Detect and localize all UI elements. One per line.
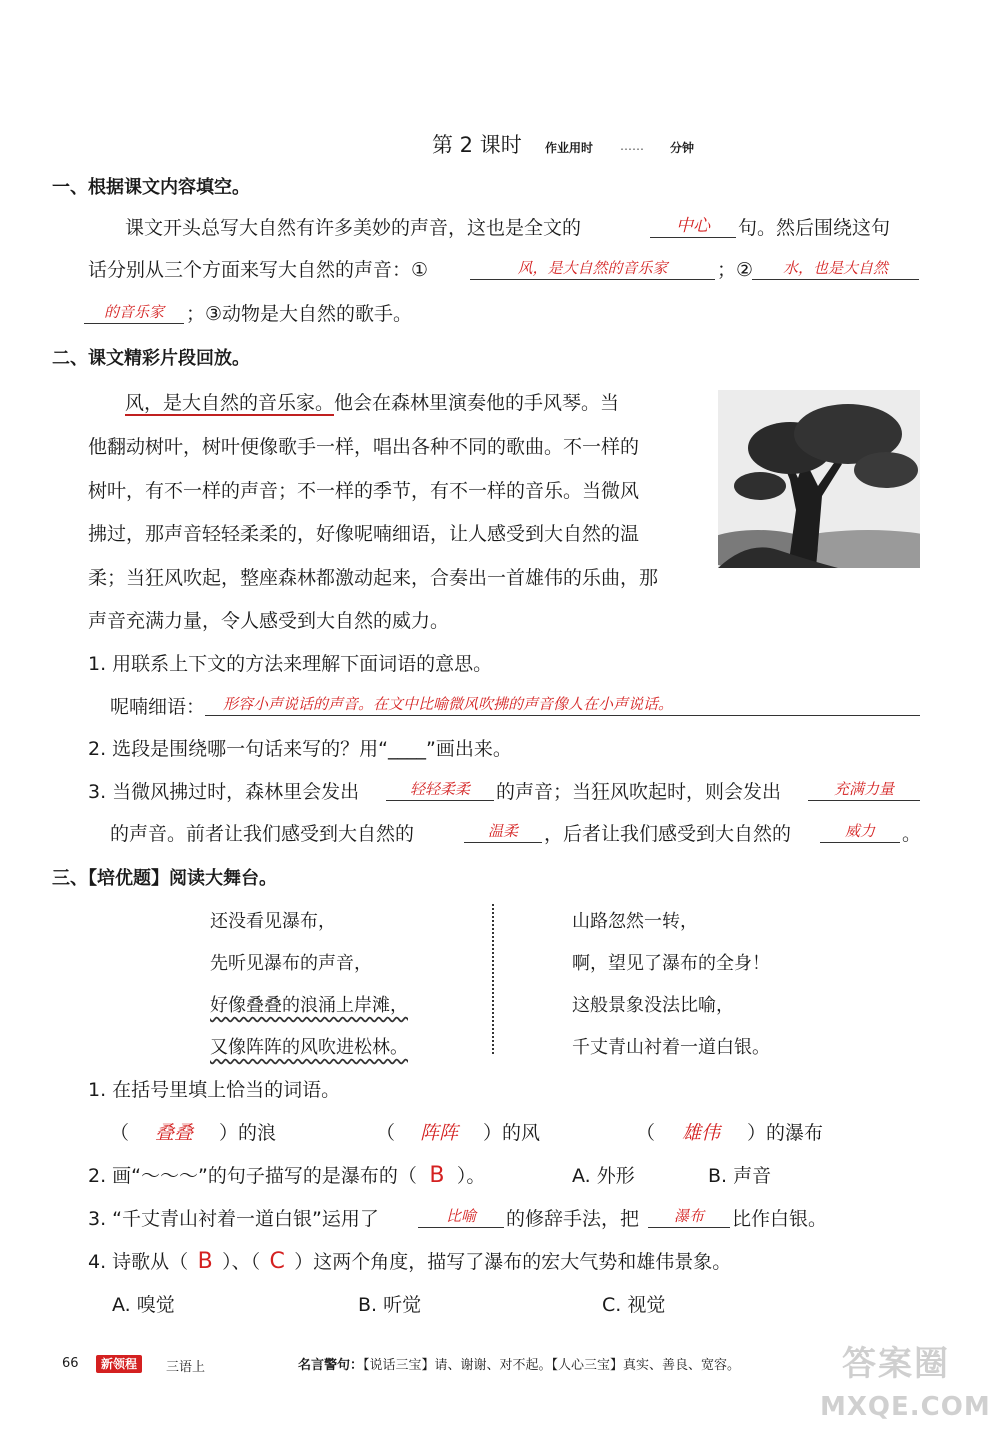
s3-question-4 <box>88 1250 731 1274</box>
s2-q3-line2-mid: ，后者让我们感受到大自然的 <box>544 823 792 845</box>
passage-line3: 树叶，有不一样的声音；不一样的季节，有不一样的音乐。当微风 <box>88 480 640 502</box>
tree-illustration <box>718 390 920 568</box>
lesson-title: 第 2 课时 <box>432 133 522 157</box>
s3-q2-text: 2. 画“ <box>88 1165 142 1187</box>
s2-q1-answer: 形容小声说话的声音。在文中比喻微风吹拂的声音像人在小声说话。 <box>205 693 920 716</box>
time-unit: 分钟 <box>670 141 695 155</box>
poem-divider <box>492 904 494 1054</box>
passage-first-sentence <box>125 391 619 415</box>
page-number: 66 <box>62 1356 79 1371</box>
s1-answer-1: 中心 <box>650 215 736 238</box>
advanced-tag: 【培优题】 <box>88 868 169 889</box>
s3-q4-option-c: C. 视觉 <box>602 1294 666 1316</box>
s1-line2-text: 话分别从三个方面来写大自然的声音：① <box>88 259 429 281</box>
passage-line1: 他会在森林里演奏他的手风琴。当 <box>334 392 620 414</box>
s3-q4-answer-2: C <box>269 1249 285 1274</box>
book-label: 三语上 <box>166 1360 206 1375</box>
s3-q4-tail: ）这两个角度，描写了瀑布的宏大气势和雄伟景象。 <box>294 1251 732 1273</box>
footer-quote <box>298 1354 740 1373</box>
s3-q4-option-a: A. 嗅觉 <box>112 1294 175 1316</box>
s3-q1-item-2 <box>376 1121 540 1145</box>
s2-q3-answer-1: 轻轻柔柔 <box>386 778 494 801</box>
paren-open: （ <box>376 1122 396 1144</box>
s1-answer-2: 风，是大自然的音乐家 <box>470 257 715 280</box>
s3-q4-option-b: B. 听觉 <box>358 1294 422 1316</box>
s3-q3-answer-2: 瀑布 <box>648 1205 730 1228</box>
s2-q2-mark: ____ <box>388 738 427 760</box>
watermark-url: MXQE.COM <box>820 1392 991 1422</box>
s1-line1-tail: 句。然后围绕这句 <box>738 217 891 239</box>
s1-line3-text: ；③动物是大自然的歌手。 <box>186 303 413 325</box>
passage-line5: 柔；当狂风吹起，整座森林都激动起来，合奏出一首雄伟的乐曲，那 <box>88 567 659 589</box>
s2-q1-label: 呢喃细语： <box>110 696 206 718</box>
s3-q4-text: 4. 诗歌从（ <box>88 1251 189 1273</box>
section-2-heading: 二、课文精彩片段回放。 <box>52 348 250 369</box>
s3-q4-answer-1: B <box>197 1249 213 1274</box>
paren-open: （ <box>636 1122 656 1144</box>
s3-question-3: 3. “千丈青山衬着一道白银”运用了 <box>88 1208 379 1230</box>
section-3-title: 阅读大舞台。 <box>169 868 277 889</box>
s2-q3-line2: 的声音。前者让我们感受到大自然的 <box>110 823 415 845</box>
s3-question-2 <box>88 1164 485 1188</box>
s3-q1-answer-3: 雄伟 <box>682 1122 721 1144</box>
s1-answer-3a: 水，也是大自然 <box>752 257 919 280</box>
poem-left-line-4: 又像阵阵的风吹进松林。 <box>210 1037 408 1058</box>
time-dots: …… <box>620 139 644 153</box>
s3-question-1: 1. 在括号里填上恰当的词语。 <box>88 1079 341 1101</box>
wavy-line-mark: ～～～ <box>141 1165 199 1187</box>
time-label: 作业用时 <box>545 141 594 155</box>
s2-q3-answer-3: 温柔 <box>464 820 542 843</box>
s3-q3-tail: 比作白银。 <box>732 1208 828 1230</box>
s2-question-2 <box>88 737 512 761</box>
s3-q4-sep: ）、（ <box>222 1251 261 1273</box>
s2-q3-answer-2: 充满力量 <box>808 778 920 801</box>
s2-q2-text: 2. 选段是围绕哪一句话来写的？用“ <box>88 738 389 760</box>
s2-question-1: 1. 用联系上下文的方法来理解下面词语的意思。 <box>88 653 493 675</box>
section-3-heading <box>52 867 277 891</box>
poem-right-line-4: 千丈青山衬着一道白银。 <box>572 1037 770 1058</box>
s1-answer-3b: 的音乐家 <box>84 301 184 324</box>
s2-question-3: 3. 当微风拂过时，森林里会发出 <box>88 781 360 803</box>
s2-q2-tail: ”画出来。 <box>426 738 512 760</box>
quote-text: 【说话三宝】请、谢谢、对不起。【人心三宝】真实、善良、宽容。 <box>363 1358 741 1373</box>
brand-logo: 新领程 <box>96 1355 142 1373</box>
s3-q3-answer-1: 比喻 <box>418 1205 504 1228</box>
s2-q3-end: 。 <box>902 823 922 845</box>
s3-q2-option-a: A. 外形 <box>572 1165 635 1187</box>
s3-q2-tail: ）。 <box>456 1165 486 1187</box>
poem-left-line-3: 好像叠叠的浪涌上岸滩， <box>210 995 408 1016</box>
s3-q1-suffix-1: ）的浪 <box>219 1122 277 1144</box>
s3-q1-answer-2: 阵阵 <box>420 1122 459 1144</box>
s3-q1-item-3 <box>636 1121 823 1145</box>
poem-left-line-2: 先听见瀑布的声音， <box>210 953 372 974</box>
passage-line2: 他翻动树叶，树叶便像歌手一样，唱出各种不同的歌曲。不一样的 <box>88 436 640 458</box>
poem-left-line-1: 还没看见瀑布， <box>210 911 336 932</box>
tree-drawing <box>718 390 920 568</box>
poem-right-line-1: 山路忽然一转， <box>572 911 698 932</box>
s3-q1-answer-1: 叠叠 <box>155 1122 194 1144</box>
passage-line6: 声音充满力量，令人感受到大自然的威力。 <box>88 610 450 632</box>
passage-line4: 拂过，那声音轻轻柔柔的，好像呢喃细语，让人感受到大自然的温 <box>88 523 640 545</box>
watermark-logo: 答案圈 <box>842 1344 950 1384</box>
section-3-number: 三、 <box>52 868 88 889</box>
s3-q1-suffix-2: ）的风 <box>483 1122 541 1144</box>
s1-line1-text: 课文开头总写大自然有许多美妙的声音，这也是全文的 <box>125 217 582 239</box>
section-1-heading: 一、根据课文内容填空。 <box>52 177 250 198</box>
s3-q2-mid: ”的句子描写的是瀑布的（ <box>198 1165 417 1187</box>
s3-q3-mid: 的修辞手法，把 <box>506 1208 640 1230</box>
s2-q3-mid: 的声音；当狂风吹起时，则会发出 <box>496 781 782 803</box>
s3-q1-suffix-3: ）的瀑布 <box>747 1122 824 1144</box>
quote-label: 名言警句： <box>298 1358 364 1373</box>
s3-q2-answer: B <box>429 1163 445 1188</box>
poem-right-line-3: 这般景象没法比喻， <box>572 995 734 1016</box>
passage-underlined-sentence: 风，是大自然的音乐家。 <box>125 392 335 414</box>
s1-line2-mid: ；② <box>717 259 754 281</box>
paren-open: （ <box>110 1122 130 1144</box>
s3-q2-option-b: B. 声音 <box>708 1165 772 1187</box>
poem-right-line-2: 啊，望见了瀑布的全身！ <box>572 953 770 974</box>
s3-q1-item-1 <box>110 1121 276 1145</box>
s2-q3-answer-4: 威力 <box>820 820 900 843</box>
